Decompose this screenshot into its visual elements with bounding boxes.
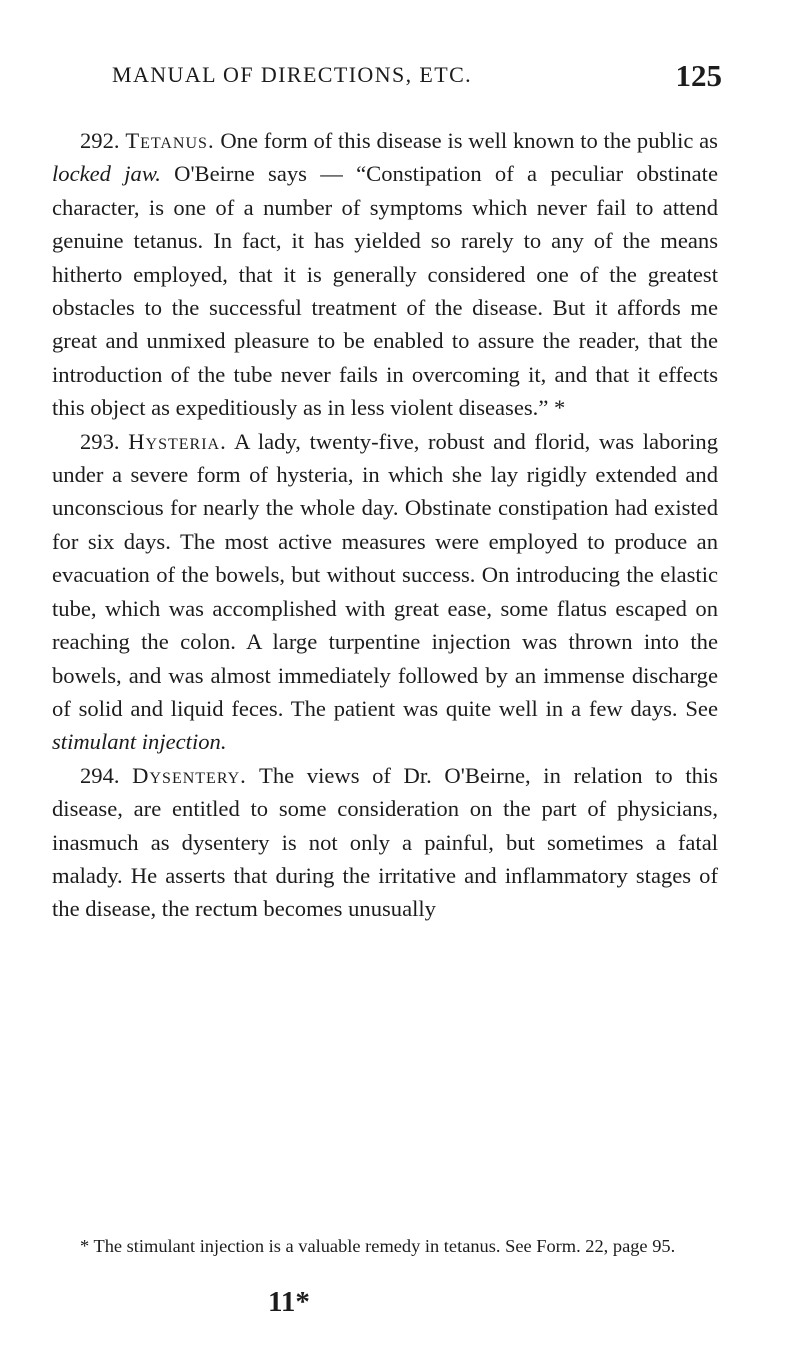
section-heading-tetanus: Tetanus. xyxy=(125,128,215,153)
page-header xyxy=(112,58,722,94)
running-title: MANUAL OF DIRECTIONS, ETC. xyxy=(112,62,473,87)
body-text xyxy=(52,124,718,926)
footnote xyxy=(52,1235,718,1258)
section-heading-dysentery: Dysentery. xyxy=(132,762,247,788)
paragraph-text: The views of Dr. O'Beirne, in relation to this disease, are entitled to some consideration on the part of physicians, inasmuch as dysentery is not only a painful, but sometimes a fatal malady. He asserts that during the irritative and inflammatory stages of the disease, the rectum becomes unusually xyxy=(52,762,718,922)
page-number: 125 xyxy=(675,58,722,93)
paragraph-dysentery xyxy=(52,759,718,926)
paragraph-number: 294. xyxy=(80,762,120,788)
paragraph-number: 293. xyxy=(80,428,120,454)
paragraph-text: One form of this disease is well known to the public as xyxy=(220,128,718,153)
paragraph-text: A lady, twenty-five, robust and florid, was laboring under a severe form of hysteria, in which she lay rigidly extended and unconscious for nearly the whole day. Obstinate constipation had existed for six days. The most active measures were employed to produce an evacuation of the bowels, but without success. On introducing the elastic tube, which was accomplished with great ease, some flatus escaped on reaching the colon. A large turpentine injection was thrown into the bowels, and was almost immediately followed by an immense discharge of solid and liquid feces. The patient was quite well in a few days. See xyxy=(52,428,718,721)
italic-term: stimulant injection. xyxy=(52,729,227,755)
paragraph-tetanus xyxy=(52,124,718,425)
paragraph-number: 292. xyxy=(80,128,120,153)
footnote-text: * The stimulant injection is a valuable remedy in tetanus. See Form. 22, page 95. xyxy=(80,1236,676,1256)
signature-mark: 11* xyxy=(268,1286,310,1318)
paragraph-hysteria xyxy=(52,425,718,759)
paragraph-text: O'Beirne says — “Constipation of a peculiar obstinate character, is one of a number of symptoms which never fail to attend genuine tetanus. In fact, it has yielded so rarely to any of the means hitherto employed, that it is generally considered one of the greatest obstacles to the successful treatment of the disease. But it affords me great and unmixed pleasure to be enabled to assure the reader, that the introduction of the tube never fails in overcoming it, and that it effects this object as expeditiously as in less violent diseases.” * xyxy=(52,161,718,421)
section-heading-hysteria: Hysteria. xyxy=(128,428,227,454)
italic-term: locked jaw. xyxy=(52,161,161,187)
